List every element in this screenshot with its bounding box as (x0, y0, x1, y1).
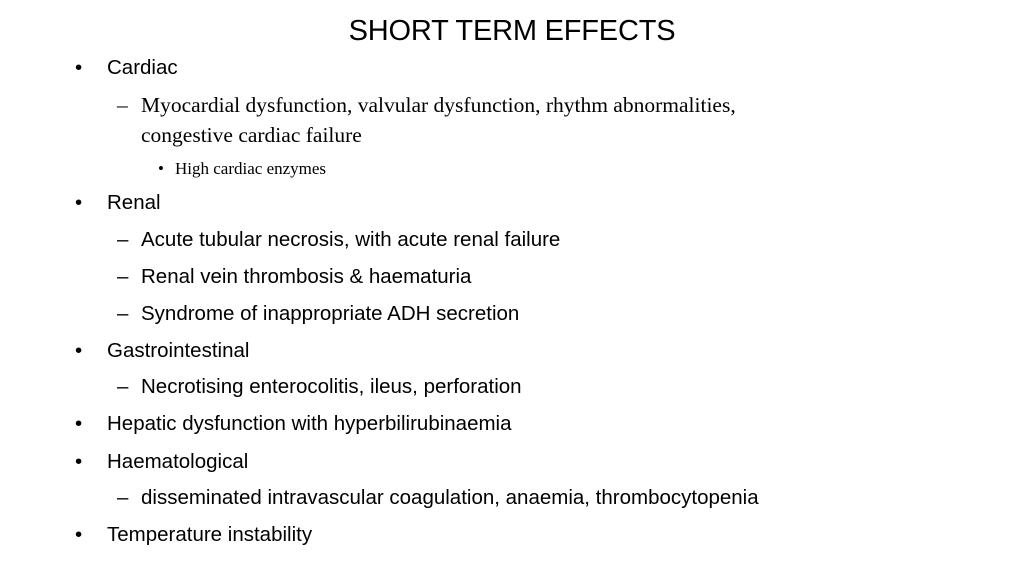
sub-renal-3: Syndrome of inappropriate ADH secretion (141, 302, 520, 325)
slide-title: SHORT TERM EFFECTS (348, 15, 676, 47)
sub-renal-2: Renal vein thrombosis & haematuria (141, 265, 472, 288)
bullet-haematological: Haematological (107, 450, 249, 473)
dash-marker: – (117, 302, 129, 325)
bullet-marker: • (158, 159, 164, 178)
bullet-hepatic: Hepatic dysfunction with hyperbilirubinaemia (107, 412, 512, 435)
bullet-renal: Renal (107, 191, 161, 214)
sub-cardiac-line2: congestive cardiac failure (141, 123, 362, 147)
sub-gastro-1: Necrotising enterocolitis, ileus, perforation (141, 375, 522, 398)
sub-cardiac-line1: Myocardial dysfunction, valvular dysfunction, rhythm abnormalities, (141, 93, 736, 117)
sub-renal-1: Acute tubular necrosis, with acute renal failure (141, 228, 561, 251)
bullet-marker: • (75, 523, 83, 546)
bullet-temperature: Temperature instability (107, 523, 313, 546)
dash-marker: – (117, 375, 129, 398)
bullet-gastrointestinal: Gastrointestinal (107, 339, 250, 362)
bullet-cardiac: Cardiac (107, 56, 178, 79)
dash-marker: – (117, 93, 128, 117)
dash-marker: – (117, 486, 129, 509)
bullet-marker: • (75, 191, 83, 214)
dash-marker: – (117, 265, 129, 288)
bullet-marker: • (75, 339, 83, 362)
bullet-marker: • (75, 56, 83, 79)
subsub-cardiac-enzymes: High cardiac enzymes (175, 159, 327, 178)
dash-marker: – (117, 228, 129, 251)
bullet-marker: • (75, 450, 83, 473)
bullet-marker: • (75, 412, 83, 435)
sub-haem-1: disseminated intravascular coagulation, anaemia, thrombocytopenia (141, 486, 759, 509)
